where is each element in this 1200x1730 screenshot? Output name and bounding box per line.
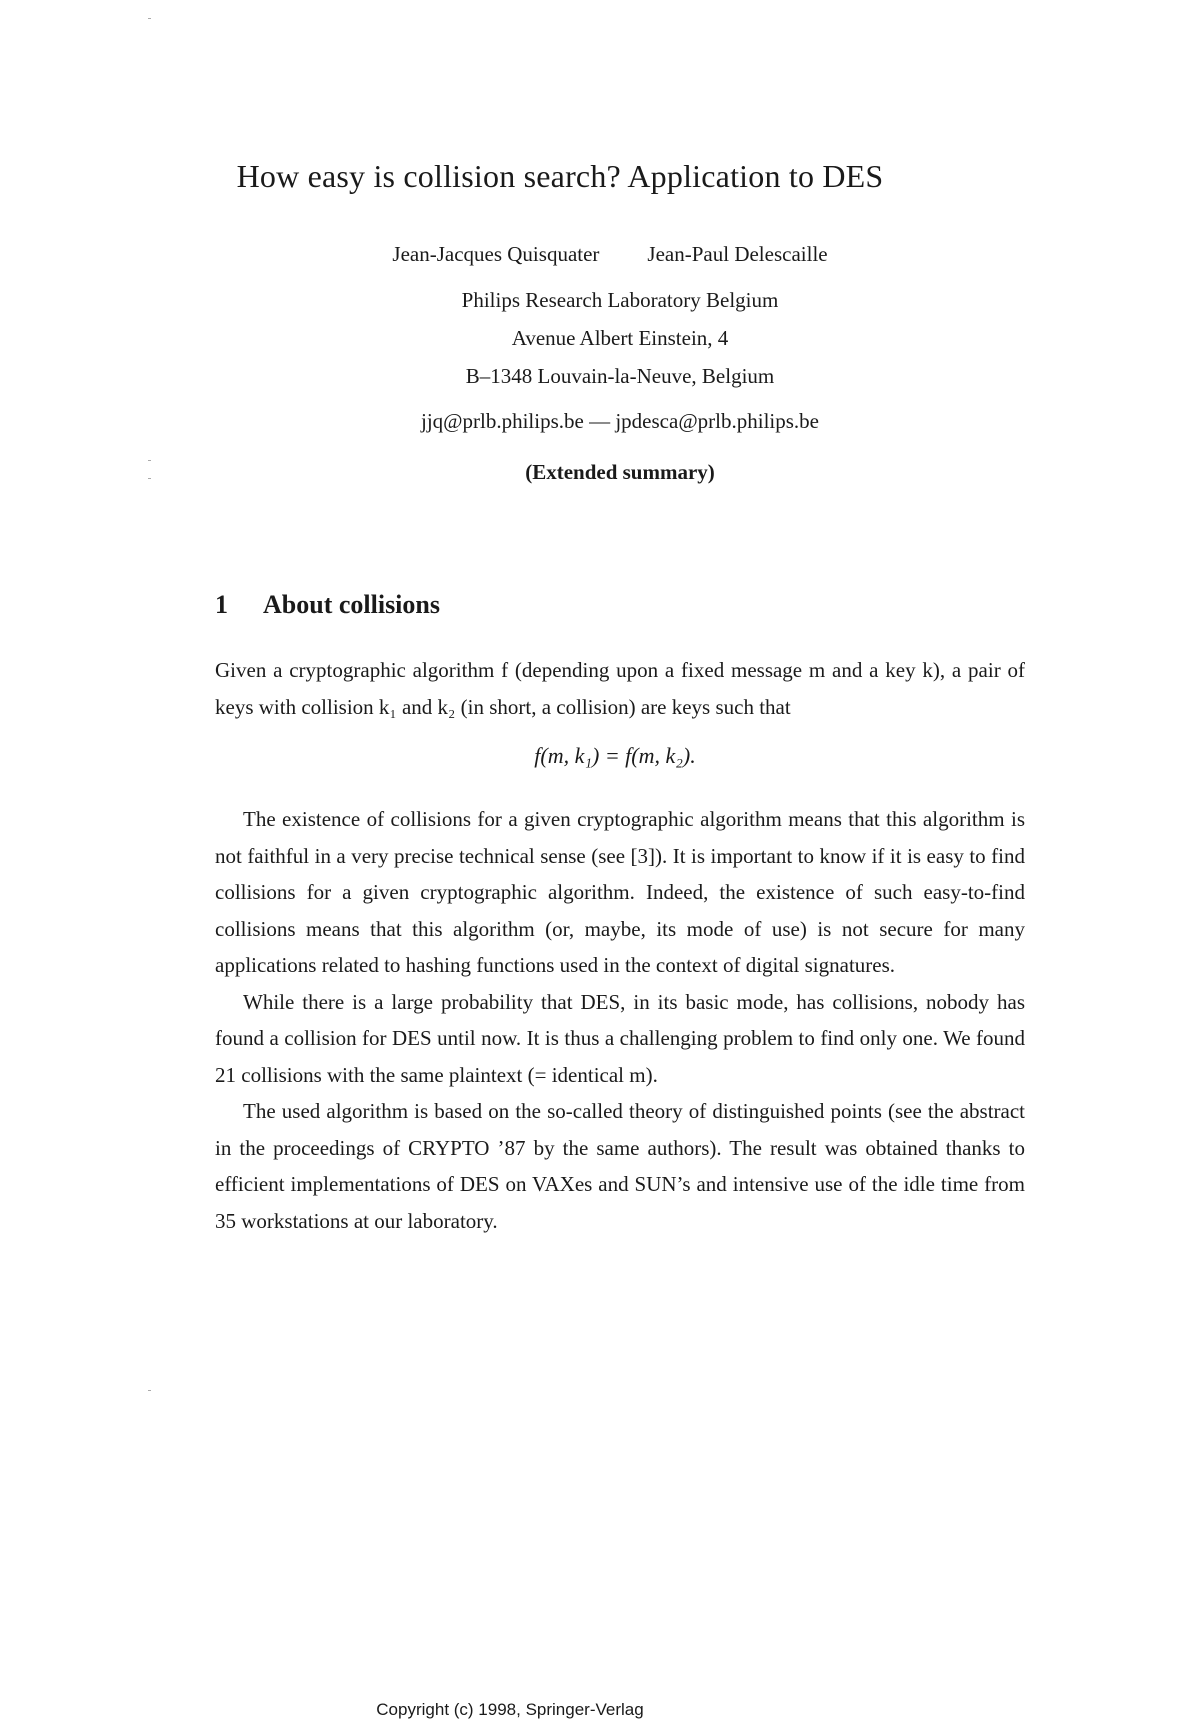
scan-mark — [148, 18, 151, 19]
author-list — [0, 242, 1200, 267]
extended-summary-label: (Extended summary) — [525, 460, 715, 484]
affiliation-org: Philips Research Laboratory Belgium — [461, 288, 779, 312]
paragraph: While there is a large probability that DES, in its basic mode, has collisions, nobody has found a collision for DES until now. It is thus a challenging problem to find only one. We found 21 collisions with the same plaintext (= identical m). — [215, 989, 1025, 1087]
section-number: 1 — [215, 590, 228, 619]
author-name: Jean-Jacques Quisquater — [392, 242, 600, 266]
scan-mark — [148, 1390, 151, 1391]
section-title: About collisions — [263, 590, 440, 619]
paragraph: Given a cryptographic algorithm f (depending upon a fixed message m and a key k), a pair of keys with collision k₁ and k₂ (in short, a collision) are keys such that — [215, 658, 1025, 719]
paragraph-intro — [215, 652, 1025, 725]
paragraph-block — [215, 801, 1025, 1239]
author-name: Jean-Paul Delescaille — [647, 242, 828, 266]
copyright-footer: Copyright (c) 1998, Springer-Verlag — [376, 1700, 644, 1719]
section-heading — [215, 590, 440, 620]
paper-title: How easy is collision search? Application to DES — [236, 158, 884, 194]
affiliation-city: B–1348 Louvain-la-Neuve, Belgium — [465, 364, 775, 388]
paragraph: The existence of collisions for a given cryptographic algorithm means that this algorithm is not faithful in a very precise technical sense (see [3]). It is important to know if it is easy to find collisions for a given cryptographic algorithm. Indeed, the existence of such easy-to-find collisions means that this algorithm (or, maybe, its mode of use) is not secure for many applications related to hashing functions used in the context of digital signatures. — [215, 807, 1025, 977]
display-equation: f(m, k₁) = f(m, k₂). — [534, 743, 696, 768]
author-emails: jjq@prlb.philips.be — jpdesca@prlb.philips.be — [421, 409, 819, 433]
paragraph: The used algorithm is based on the so-called theory of distinguished points (see the abstract in the proceedings of CRYPTO ’87 by the same authors). The result was obtained thanks to efficient implementations of DES on VAXes and SUN’s and intensive use of the idle time from 35 workstations at our laboratory. — [215, 1099, 1025, 1233]
affiliation-street: Avenue Albert Einstein, 4 — [511, 326, 729, 350]
